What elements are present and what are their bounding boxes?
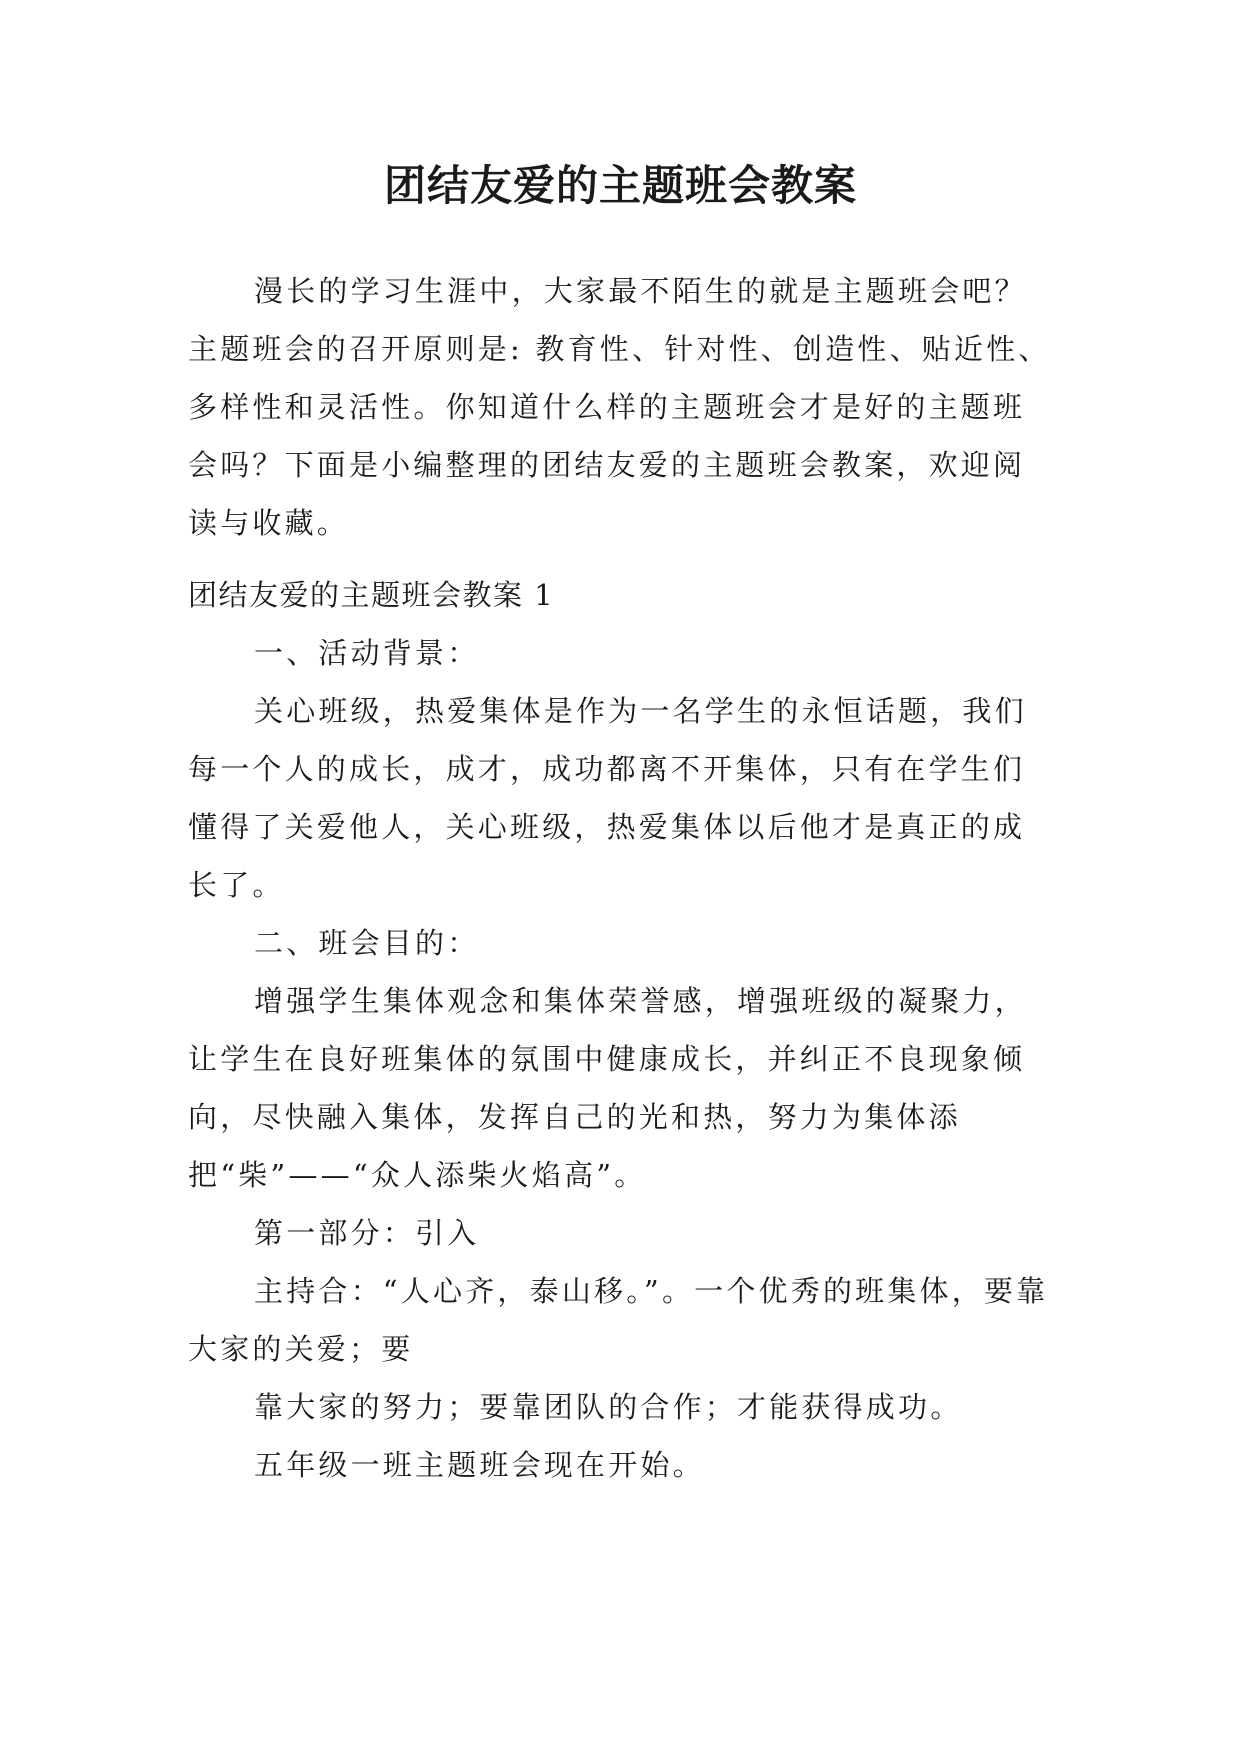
paragraph-host-opening: 主持合：“人心齐，泰山移。”。一个优秀的班集体，要靠大家的关爱；要: [188, 1274, 1049, 1366]
paragraph-activity-background: 关心班级，热爱集体是作为一名学生的永恒话题，我们每一个人的成长，成才，成功都离不开集体，只有在学生们懂得了关爱他人，关心班级，热爱集体以后他才是真正的成长了。: [188, 694, 1027, 902]
paragraph-meeting-start: 五年级一班主题班会现在开始。: [254, 1448, 705, 1482]
section-heading: 团结友爱的主题班会教案 1: [188, 578, 555, 612]
paragraph-part-one-heading: 第一部分：引入: [254, 1216, 480, 1250]
paragraph-meeting-purpose-heading: 二、班会目的：: [254, 926, 480, 960]
paragraph-host-continued: 靠大家的努力；要靠团队的合作；才能获得成功。: [254, 1390, 963, 1424]
document-title: 团结友爱的主题班会教案: [383, 161, 857, 210]
paragraph-activity-background-heading: 一、活动背景：: [254, 636, 480, 670]
intro-paragraph: 漫长的学习生涯中，大家最不陌生的就是主题班会吧？主题班会的召开原则是: 教育性、针对性、创造性、贴近性、多样性和灵活性。你知道什么样的主题班会才是好的主题班会吗？下面是小编整理的团结友爱的主题班会教案，欢迎阅读与收藏。: [188, 274, 1051, 540]
paragraph-meeting-purpose: 增强学生集体观念和集体荣誉感，增强班级的凝聚力，让学生在良好班集体的氛围中健康成长，并纠正不良现象倾向，尽快融入集体，发挥自己的光和热，努力为集体添把“柴”——“众人添柴火焰高”。: [188, 984, 1027, 1192]
